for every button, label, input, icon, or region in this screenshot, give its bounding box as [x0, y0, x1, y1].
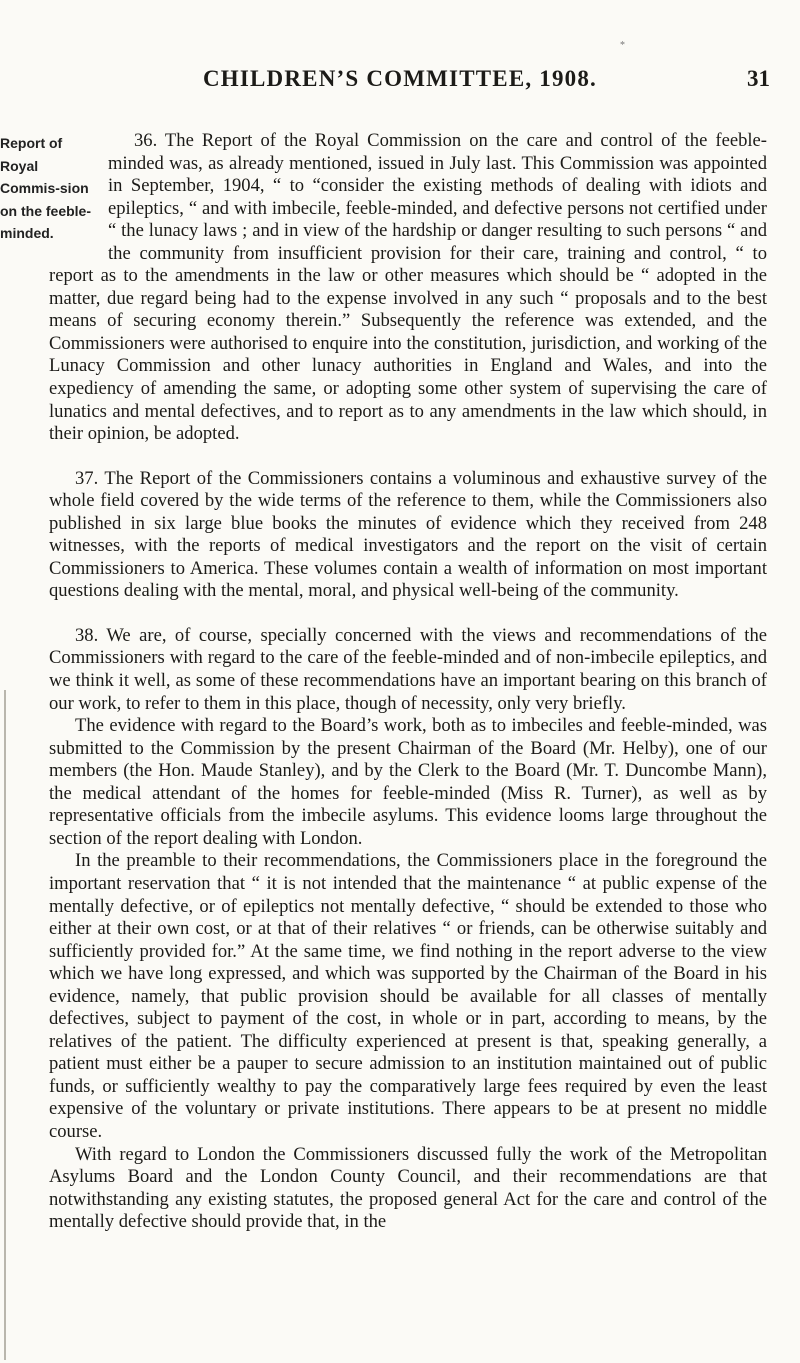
binding-edge-shadow [4, 690, 6, 1360]
paragraph-evidence: The evidence with regard to the Board’s work, both as to imbeciles and feeble-minded, was submitted to the Commission by the present Chairman of the Board (Mr. Helby), one of our members (the Hon. Maude Stanley), and by the Clerk to the Board (Mr. T. Duncombe Mann), the medical attendant of the homes for feeble-minded (Miss R. Turner), as well as by representative officials from the imbecile asylums. This evidence looms large throughout the section of the report dealing with London. [49, 715, 767, 849]
paragraph-36-text: 36. The Report of the Royal Commission on the care and control of the feeble-minded was, as already mentioned, issued in July last. This Commission was appointed in September, 1904, “ to “consider the existing methods of dealing with idiots and epileptics, “ and with imbecile, feeble-minded, and defective persons not certified under “ the lunacy laws ; and in view of the hardship or danger resulting to such persons “ and the community from insufficient provision for their care, training and control, “ to report as to the amendments in the law or other measures which should be “ adopted in the matter, due regard being had to the expense involved in any such “ proposals and to the best means of securing economy therein.” Subsequently the reference was extended, and the Commissioners were authorised to enquire into the constitution, jurisdiction, and working of the Lunacy Commission and other lunacy authorities in England and Wales, and into the expediency of amending the same, or adopting some other system of supervising the care of lunatics and mental defectives, and to report as to any amendments in the law which should, in their opinion, be adopted. [49, 130, 767, 445]
paragraph-38: 38. We are, of course, specially concerned with the views and recommendations of the Commissioners with regard to the care of the feeble-minded and of non-imbecile epileptics, and we think it well, as some of these recommendations have an important bearing on this branch of our work, to refer to them in this place, though of necessity, only very briefly. [49, 624, 767, 714]
paragraph-preamble: In the preamble to their recommendations, the Commissioners place in the foreground the important reservation that “ it is not intended that the maintenance “ at public expense of the mentally defective, or of epileptics not mentally defective, “ should be extended to those who either at their own cost, or at that of their relatives “ or friends, can be otherwise suitably and sufficiently provided for.” At the same time, we find nothing in the report adverse to the view which we have long expressed, and which was supported by the Chairman of the Board in his evidence, namely, that public provision should be available for all classes of mentally defectives, subject to payment of the cost, in whole or in part, according to means, by the relatives of the patient. The difficulty experienced at present is that, speaking generally, a patient must either be a pauper to secure admission to an institution maintained out of public funds, or sufficiently wealthy to pay the comparatively large fees required by even the least expensive of the voluntary or private institutions. There appears to be at present no middle course. [49, 850, 767, 1142]
page-body [0, 130, 767, 1234]
paragraph-london: With regard to London the Commissioners discussed fully the work of the Metropolitan Asylums Board and the London County Council, and their recommendations are that notwithstanding any existing statutes, the proposed general Act for the care and control of the mentally defective should provide that, in the [49, 1143, 767, 1233]
running-title: CHILDREN’S COMMITTEE, 1908. [202, 66, 598, 91]
paragraph-36 [0, 130, 767, 446]
page-header [0, 66, 800, 100]
paragraph-37: 37. The Report of the Commissioners contains a voluminous and exhaustive survey of the whole field covered by the wide terms of the reference to them, while the Commissioners also published in six large blue books the minutes of evidence which they received from 248 witnesses, with the reports of medical investigators and the report on the visit of certain Commissioners to America. These volumes contain a wealth of information on most important questions dealing with the mental, moral, and physical well-being of the community. [49, 467, 767, 602]
stray-mark: * [620, 40, 625, 51]
page-number: 31 [747, 66, 770, 91]
margin-note: Report of Royal Commis-sion on the feeble-minded. [0, 135, 92, 242]
